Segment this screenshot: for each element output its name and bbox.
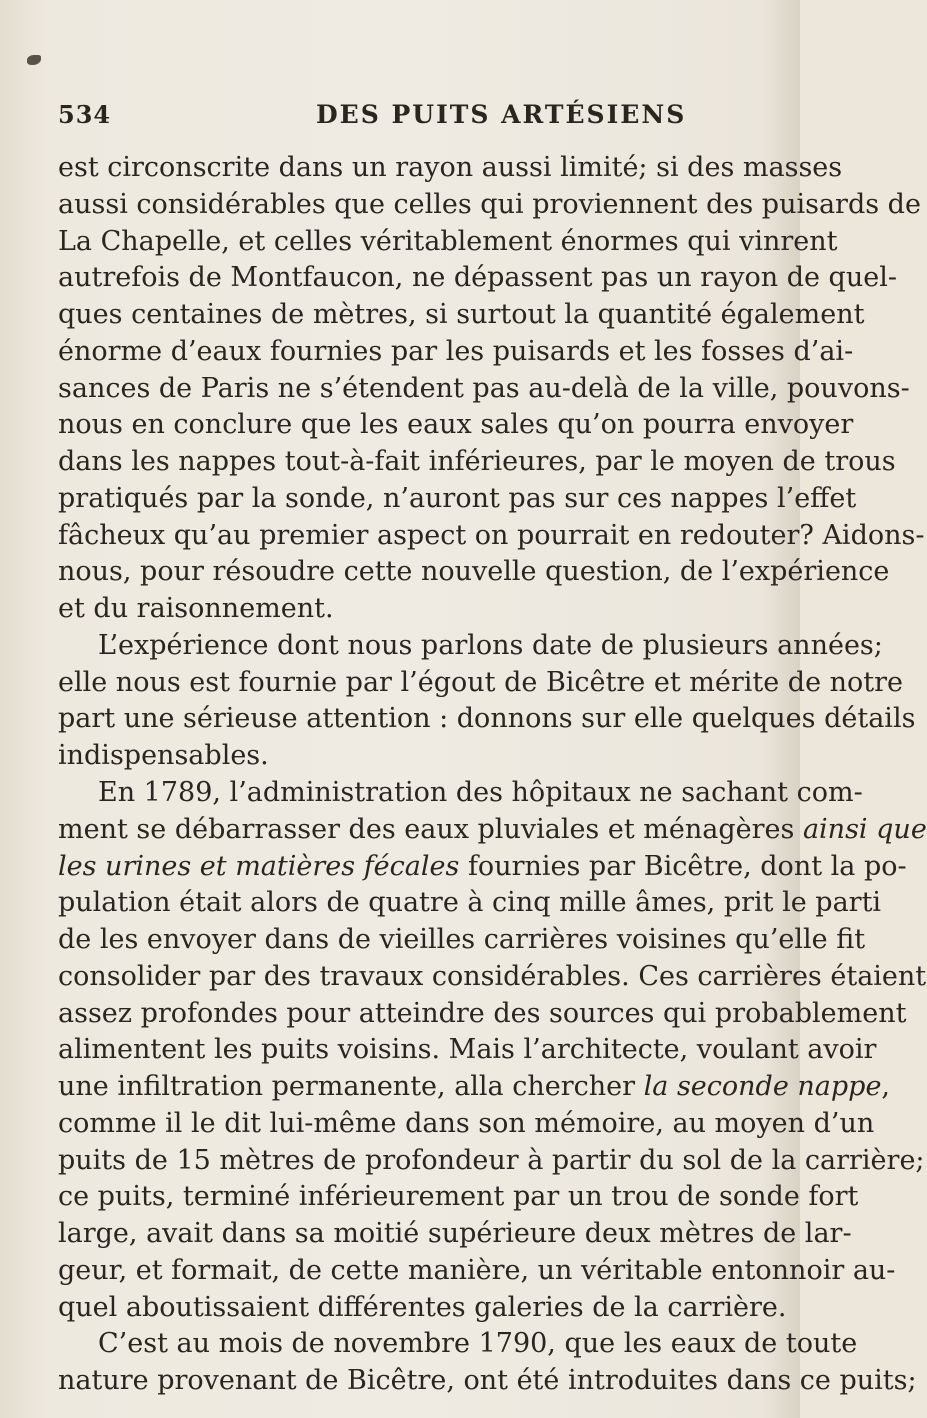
text-line: fâcheux qu’au premier aspect on pourrait en redouter? Aidons- (58, 519, 925, 551)
text-line: geur, et formait, de cette manière, un véritable entonnoir au- (58, 1254, 896, 1286)
page-number: 534 (58, 100, 112, 129)
text-line: indispensables. (58, 740, 269, 772)
text-line: large, avait dans sa moitié supérieure deux mètres de lar- (58, 1218, 852, 1250)
text-line: nous en conclure que les eaux sales qu’on pourra envoyer (58, 409, 854, 441)
paragraph-start-line: En 1789, l’administration des hôpitaux ne sachant com- (98, 777, 863, 808)
text-line: dans les nappes tout-à-fait inférieures, par le moyen de trous (58, 446, 896, 478)
text-line (58, 812, 927, 849)
text-line: est circonscrite dans un rayon aussi limité; si des masses (58, 152, 843, 183)
text-line: comme il le dit lui-même dans son mémoire, au moyen d’un (58, 1107, 875, 1139)
text-segment: , (881, 1071, 891, 1103)
text-line: sances de Paris ne s’étendent pas au-delà de la ville, pouvons- (58, 372, 910, 404)
text-line: pulation était alors de quatre à cinq mille âmes, prit le parti (58, 887, 882, 919)
text-segment: ment se débarrasser des eaux pluviales et ménagères (58, 813, 803, 845)
text-line: puits de 15 mètres de profondeur à partir du sol de la carrière; (58, 1144, 925, 1176)
text-line (58, 1069, 891, 1106)
text-line: pratiqués par la sonde, n’auront pas sur ces nappes l’effet (58, 482, 857, 514)
italic-text-segment: ainsi que (802, 813, 927, 845)
text-line: et du raisonnement. (58, 593, 334, 625)
text-line: nature provenant de Bicêtre, ont été introduites dans ce puits; (58, 1365, 917, 1397)
text-line: nous, pour résoudre cette nouvelle question, de l’expérience (58, 556, 890, 588)
text-line: alimentent les puits voisins. Mais l’architecte, voulant avoir (58, 1034, 877, 1066)
text-line: elle nous est fournie par l’égout de Bicêtre et mérite de notre (58, 666, 904, 698)
text-segment: fournies par Bicêtre, dont la po- (459, 850, 907, 882)
paragraph-start-line: L’expérience dont nous parlons date de plusieurs années; (98, 629, 883, 661)
text-line: aussi considérables que celles qui proviennent des puisards de (58, 188, 921, 220)
margin-mark (27, 55, 41, 65)
text-line: part une sérieuse attention : donnons sur elle quelques détails (58, 703, 916, 735)
text-line: quel aboutissaient différentes galeries de la carrière. (58, 1291, 787, 1323)
italic-text-segment: la seconde nappe (643, 1071, 882, 1103)
text-line (58, 849, 907, 886)
text-line: autrefois de Montfaucon, ne dépassent pas un rayon de quel- (58, 262, 897, 294)
italic-text-segment: les urines et matières fécales (58, 850, 460, 882)
page-header (58, 100, 742, 140)
text-line: La Chapelle, et celles véritablement énormes qui vinrent (58, 225, 838, 257)
text-line: de les envoyer dans de vieilles carrières voisines qu’elle fit (58, 924, 866, 956)
paragraph-start-line: C’est au mois de novembre 1790, que les eaux de toute (98, 1328, 858, 1360)
text-line: assez profondes pour atteindre des sources qui probablement (58, 997, 907, 1029)
text-line: consolider par des travaux considérables. Ces carrières étaient (58, 960, 927, 992)
text-line: ques centaines de mètres, si surtout la quantité également (58, 299, 865, 331)
running-title: DES PUITS ARTÉSIENS (316, 100, 687, 129)
text-segment: une infiltration permanente, alla chercher (58, 1071, 644, 1103)
text-line: énorme d’eaux fournies par les puisards et les fosses d’ai- (58, 335, 854, 367)
text-line: ce puits, terminé inférieurement par un trou de sonde fort (58, 1181, 859, 1213)
